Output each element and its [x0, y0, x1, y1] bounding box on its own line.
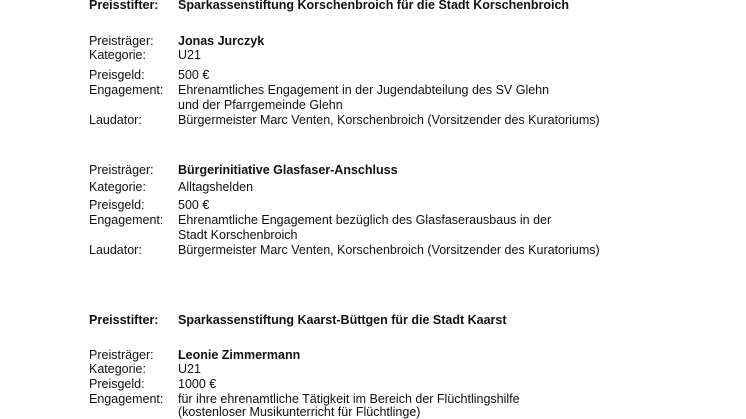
preistraeger-name: Leonie Zimmermann — [178, 348, 301, 362]
engagement-line: Ehrenamtliche Engagement bezüglich des Glasfaserausbaus in der — [178, 213, 552, 227]
laudator-label: Laudator: — [89, 113, 142, 127]
preisgeld-row — [89, 198, 746, 212]
engagement-row — [89, 213, 746, 227]
engagement-line: Ehrenamtliches Engagement in der Jugendabteilung des SV Glehn — [178, 83, 550, 97]
engagement-continuation-row — [89, 405, 746, 419]
preisgeld-value: 500 € — [178, 68, 210, 82]
engagement-label: Engagement: — [89, 213, 164, 227]
preistraeger-row — [89, 348, 746, 362]
preistraeger-label: Preisträger: — [89, 163, 154, 177]
preistraeger-row — [89, 34, 746, 48]
engagement-row — [89, 392, 746, 406]
laudator-value: Bürgermeister Marc Venten, Korschenbroich (Vorsitzender des Kuratoriums) — [178, 113, 600, 127]
engagement-line: für ihre ehrenamtliche Tätigkeit im Bereich der Flüchtlingshilfe — [178, 392, 520, 406]
preisstifter-heading — [89, 313, 746, 327]
preistraeger-label: Preisträger: — [89, 34, 154, 48]
preisstifter-heading — [89, 0, 746, 12]
kategorie-value: Alltagshelden — [178, 180, 254, 194]
preistraeger-name: Bürgerinitiative Glasfaser-Anschluss — [178, 163, 398, 177]
engagement-continuation-row — [89, 98, 746, 112]
engagement-label: Engagement: — [89, 392, 164, 406]
laudator-row — [89, 243, 746, 257]
preistraeger-name: Jonas Jurczyk — [178, 34, 265, 48]
engagement-row — [89, 83, 746, 97]
preisstifter-label: Preisstifter: — [89, 313, 159, 327]
laudator-value: Bürgermeister Marc Venten, Korschenbroich (Vorsitzender des Kuratoriums) — [178, 243, 600, 257]
kategorie-label: Kategorie: — [89, 48, 146, 62]
preisgeld-label: Preisgeld: — [89, 198, 145, 212]
kategorie-value: U21 — [178, 48, 201, 62]
kategorie-value: U21 — [178, 362, 201, 376]
kategorie-row — [89, 362, 746, 376]
preisgeld-value: 1000 € — [178, 377, 217, 391]
engagement-continuation-row — [89, 228, 746, 242]
preisgeld-value: 500 € — [178, 198, 210, 212]
kategorie-row — [89, 48, 746, 62]
preistraeger-label: Preisträger: — [89, 348, 154, 362]
preisstifter-name: Sparkassenstiftung Kaarst-Büttgen für die Stadt Kaarst — [178, 313, 507, 327]
kategorie-row — [89, 180, 746, 194]
preisgeld-label: Preisgeld: — [89, 377, 145, 391]
engagement-line: Stadt Korschenbroich — [178, 228, 298, 242]
laudator-row — [89, 113, 746, 127]
kategorie-label: Kategorie: — [89, 362, 146, 376]
preisgeld-row — [89, 377, 746, 391]
preisstifter-label: Preisstifter: — [89, 0, 159, 12]
laudator-label: Laudator: — [89, 243, 142, 257]
engagement-line: (kostenloser Musikunterricht für Flüchtlinge) — [178, 405, 421, 419]
preisgeld-label: Preisgeld: — [89, 68, 145, 82]
preisgeld-row — [89, 68, 746, 82]
engagement-line: und der Pfarrgemeinde Glehn — [178, 98, 343, 112]
preisstifter-name: Sparkassenstiftung Korschenbroich für die Stadt Korschenbroich — [178, 0, 570, 12]
preistraeger-row — [89, 163, 746, 177]
engagement-label: Engagement: — [89, 83, 164, 97]
kategorie-label: Kategorie: — [89, 180, 146, 194]
